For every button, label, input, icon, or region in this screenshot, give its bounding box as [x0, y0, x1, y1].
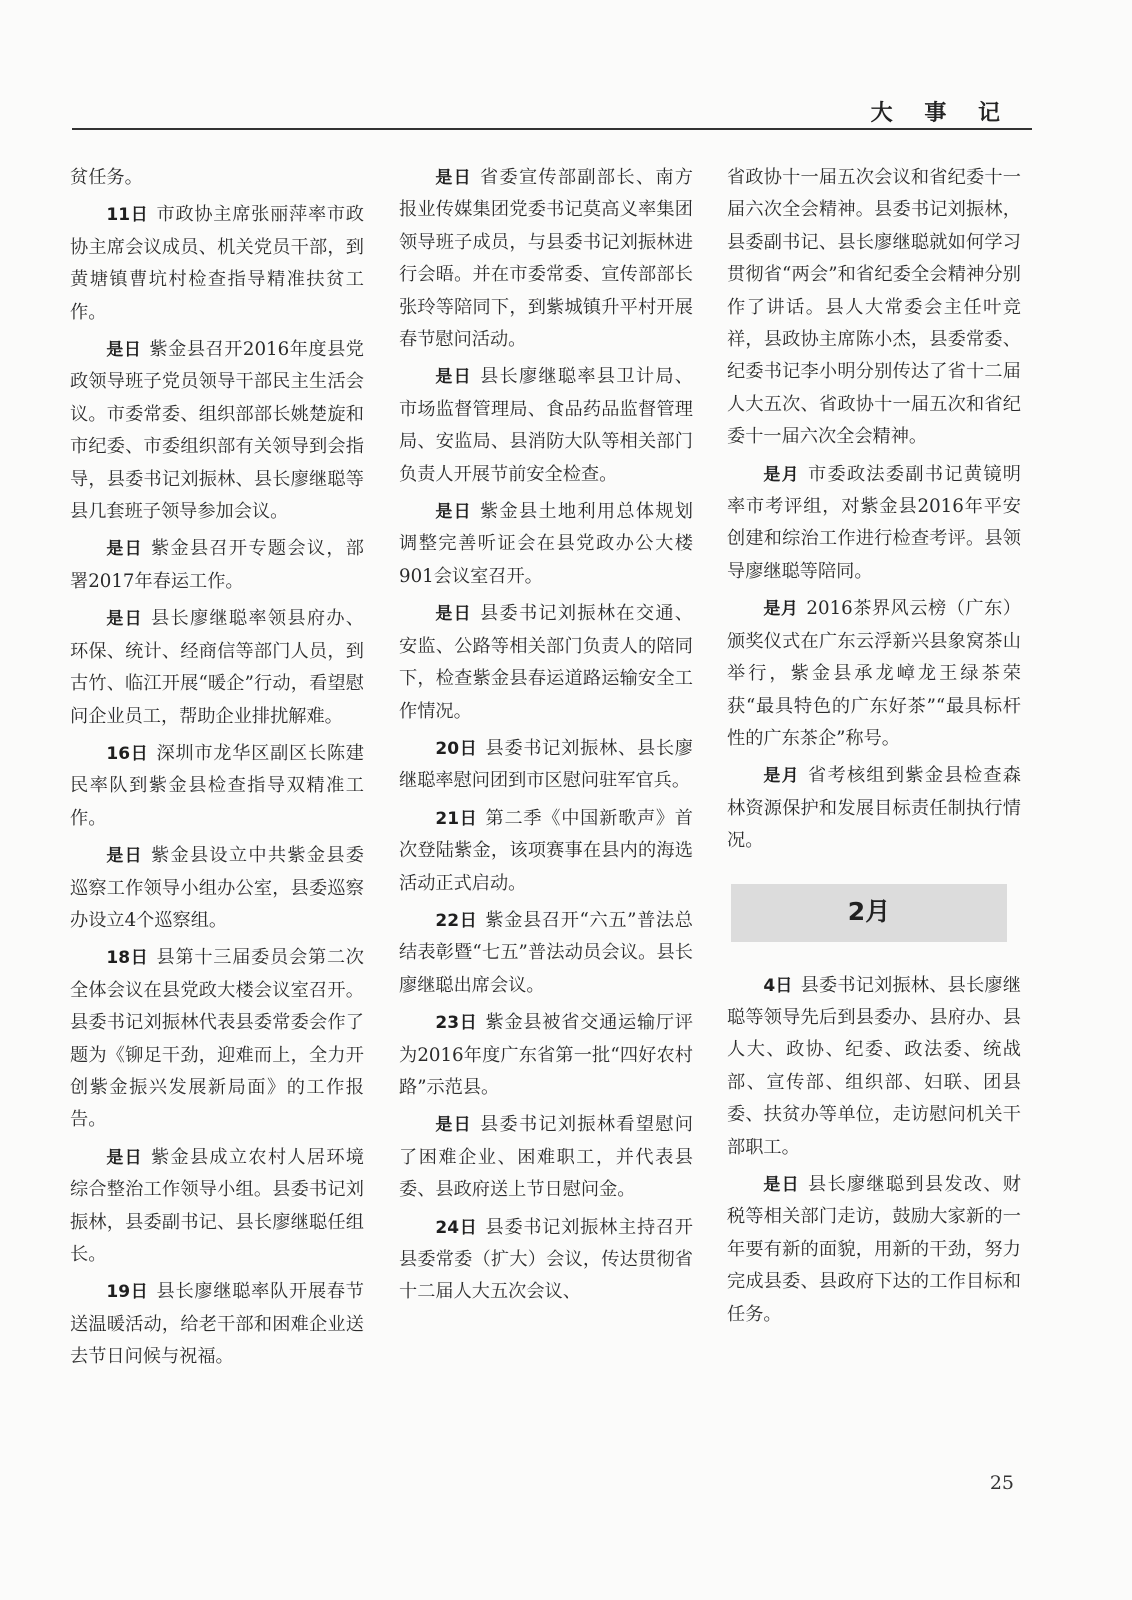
chronicle-entry [399, 905, 693, 1002]
chronicle-entry [399, 598, 693, 728]
chronicle-entry [70, 942, 364, 1136]
entry-text: 县长廖继聪率队开展春节送温暖活动，给老干部和困难企业送去节日问候与祝福。 [70, 1281, 364, 1368]
entry-date: 是月 [763, 599, 799, 620]
chronicle-entry [399, 496, 693, 593]
entry-text: 县委书记刘振林、县长廖继聪等领导先后到县委办、县府办、县人大、政协、纪委、政法委、统战部、宣传部、组织部、妇联、团县委、扶贫办等单位，走访慰问机关干部职工。 [727, 974, 1021, 1158]
chronicle-entry [727, 1169, 1021, 1331]
entry-text: 紫金县召开专题会议，部署2017年春运工作。 [70, 538, 364, 592]
entry-text: 县委书记刘振林主持召开县委常委（扩大）会议，传达贯彻省十二届人大五次会议、 [399, 1216, 693, 1303]
chronicle-entry [70, 334, 364, 528]
entry-date: 是日 [435, 502, 472, 523]
column-3-part-a [727, 162, 1021, 858]
chronicle-entry [70, 840, 364, 937]
entry-date: 是日 [106, 539, 143, 560]
month-heading: 2月 [731, 884, 1007, 942]
entry-date: 是月 [763, 464, 800, 485]
entry-text: 市政协主席张丽萍率市政协主席会议成员、机关党员干部，到黄塘镇曹坑村检查指导精准扶贫工作。 [70, 204, 364, 323]
entry-date: 4日 [763, 975, 793, 996]
entry-text: 省政协十一届五次会议和省纪委十一届六次全会精神。县委书记刘振林，县委副书记、县长廖继聪就如何学习贯彻省“两会”和省纪委全会精神分别作了讲话。县人大常委会主任叶竞祥，县政协主席陈小杰，县委常委、纪委书记李小明分别传达了省十二届人大五次、省政协十一届五次和省纪委十一届六次全会精神。 [727, 167, 1021, 448]
entry-text: 市委政法委副书记黄镜明率市考评组，对紫金县2016年平安创建和综治工作进行检查考评。县领导廖继聪等陪同。 [727, 463, 1021, 582]
column-3 [727, 162, 1021, 1336]
entry-text: 县长廖继聪到县发改、财税等相关部门走访，鼓励大家新的一年要有新的面貌，用新的干劲，努力完成县委、县政府下达的工作目标和任务。 [727, 1173, 1021, 1325]
chronicle-entry [399, 803, 693, 900]
chronicle-entry [399, 162, 693, 356]
entry-date: 是月 [763, 766, 800, 787]
chronicle-entry [70, 533, 364, 598]
header-rule [72, 128, 1032, 130]
chronicle-entry [727, 459, 1021, 589]
chronicle-entry [399, 1212, 693, 1309]
chronicle-entry [399, 733, 693, 798]
chronicle-entry [727, 162, 1021, 454]
entry-text: 县委书记刘振林看望慰问了困难企业、困难职工，并代表县委、县政府送上节日慰问金。 [399, 1114, 693, 1201]
entry-date: 16日 [106, 743, 149, 764]
entry-date: 23日 [435, 1013, 478, 1034]
entry-date: 20日 [435, 738, 478, 759]
chronicle-entry [70, 1142, 364, 1272]
entry-text: 2016茶界风云榜（广东）颁奖仪式在广东云浮新兴县象窝茶山举行，紫金县承龙嶂龙王绿茶荣获“最具特色的广东好茶”“最具标杆性的广东茶企”称号。 [727, 598, 1021, 749]
column-1 [70, 162, 364, 1379]
chronicle-entry [70, 199, 364, 329]
entry-text: 贫任务。 [70, 167, 143, 188]
chronicle-entry [70, 738, 364, 835]
entry-date: 22日 [435, 910, 478, 931]
entry-text: 紫金县召开2016年度县党政领导班子党员领导干部民主生活会议。市委常委、组织部部长姚楚旋和市纪委、市委组织部有关领导到会指导，县委书记刘振林、县长廖继聪等县几套班子领导参加会议。 [70, 339, 364, 523]
entry-date: 是日 [763, 1174, 800, 1195]
entry-date: 是日 [435, 1115, 472, 1136]
entry-date: 是日 [106, 1147, 143, 1168]
chronicle-entry [70, 1276, 364, 1373]
entry-date: 11日 [106, 205, 149, 226]
chronicle-entry [727, 593, 1021, 755]
page-header-title: 大 事 记 [870, 101, 1012, 126]
column-3-part-b [727, 970, 1021, 1331]
page-number: 25 [989, 1472, 1014, 1494]
entry-text: 省考核组到紫金县检查森林资源保护和发展目标责任制执行情况。 [727, 765, 1021, 852]
entry-text: 紫金县成立农村人居环境综合整治工作领导小组。县委书记刘振林，县委副书记、县长廖继聪任组长。 [70, 1146, 364, 1265]
entry-date: 是日 [106, 846, 143, 867]
entry-text: 县委书记刘振林在交通、安监、公路等相关部门负责人的陪同下，检查紫金县春运道路运输安全工作情况。 [399, 603, 693, 722]
entry-date: 24日 [435, 1217, 478, 1238]
chronicle-entry [70, 162, 364, 194]
chronicle-entry [399, 1007, 693, 1104]
chronicle-entry [399, 1109, 693, 1206]
column-2 [399, 162, 693, 1314]
entry-text: 县第十三届委员会第二次全体会议在县党政大楼会议室召开。县委书记刘振林代表县委常委会作了题为《铆足干劲，迎难而上，全力开创紫金振兴发展新局面》的工作报告。 [70, 947, 364, 1131]
entry-date: 是日 [435, 367, 472, 388]
entry-date: 21日 [435, 808, 478, 829]
entry-text: 紫金县被省交通运输厅评为2016年度广东省第一批“四好农村路”示范县。 [399, 1012, 693, 1098]
entry-date: 是日 [106, 609, 143, 630]
entry-date: 是日 [106, 340, 142, 361]
entry-text: 县委书记刘振林、县长廖继聪率慰问团到市区慰问驻军官兵。 [399, 737, 693, 792]
entry-text: 深圳市龙华区副区长陈建民率队到紫金县检查指导双精准工作。 [70, 742, 364, 829]
entry-text: 第二季《中国新歌声》首次登陆紫金，该项赛事在县内的海选活动正式启动。 [399, 807, 693, 894]
chronicle-entry [727, 970, 1021, 1164]
entry-text: 紫金县土地利用总体规划调整完善听证会在县党政办公大楼901会议室召开。 [399, 501, 693, 587]
chronicle-entry [399, 361, 693, 491]
entry-date: 18日 [106, 948, 149, 969]
chronicle-entry [727, 760, 1021, 857]
entry-text: 县长廖继聪率县卫计局、市场监督管理局、食品药品监督管理局、安监局、县消防大队等相关部门负责人开展节前安全检查。 [399, 366, 693, 485]
entry-text: 紫金县召开“六五”普法总结表彰暨“七五”普法动员会议。县长廖继聪出席会议。 [399, 909, 693, 996]
entry-date: 19日 [106, 1282, 149, 1303]
entry-date: 是日 [435, 168, 472, 188]
entry-text: 紫金县设立中共紫金县委巡察工作领导小组办公室，县委巡察办设立4个巡察组。 [70, 845, 364, 931]
entry-text: 省委宣传部副部长、南方报业传媒集团党委书记莫高义率集团领导班子成员，与县委书记刘振林进行会晤。并在市委常委、宣传部部长张玲等陪同下，到紫城镇升平村开展春节慰问活动。 [399, 167, 693, 351]
chronicle-entry [70, 603, 364, 733]
entry-text: 县长廖继聪率领县府办、环保、统计、经商信等部门人员，到古竹、临江开展“暖企”行动，看望慰问企业员工，帮助企业排扰解难。 [70, 608, 364, 727]
entry-date: 是日 [435, 604, 472, 625]
